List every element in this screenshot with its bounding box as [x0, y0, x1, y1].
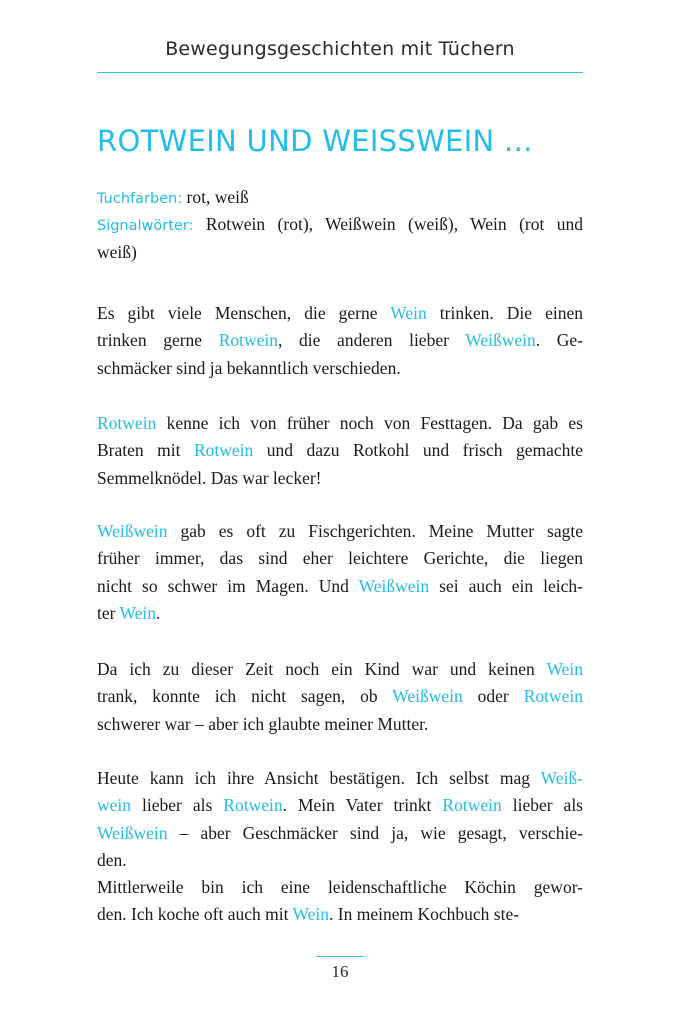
chapter-title: ROTWEIN UND WEISSWEIN ...	[97, 124, 533, 158]
meta-signal-line-2	[97, 239, 583, 266]
text-segment: Semmelknödel. Das war lecker!	[97, 467, 322, 488]
text-segment: den.	[97, 849, 127, 870]
text-line	[97, 683, 583, 710]
meta-colors-label: Tuchfarben:	[97, 191, 183, 207]
paragraph-1	[97, 300, 583, 382]
text-segment: . Mein Vater trinkt	[282, 795, 443, 816]
meta-signal-value-2: weiß)	[97, 241, 137, 262]
keyword-highlight: Wein	[546, 659, 583, 679]
text-line	[97, 711, 583, 738]
text-segment: oder	[462, 686, 524, 707]
keyword-highlight: Rotwein	[442, 795, 502, 816]
text-line	[97, 327, 583, 354]
keyword-highlight: Rotwein	[97, 413, 157, 433]
keyword-highlight: Wein	[119, 602, 157, 623]
keyword-highlight: Rotwein	[223, 795, 283, 816]
keyword-highlight: Weißwein	[97, 822, 168, 843]
keyword-highlight: Weißwein	[392, 686, 463, 707]
text-segment: und dazu Rotkohl und frisch gemachte	[253, 440, 583, 461]
text-segment: gab es oft zu Fischgerichten. Meine Mutter sagte	[167, 521, 583, 541]
text-line	[97, 847, 583, 874]
meta-signal-value: Rotwein (rot), Weißwein (weiß), Wein (rot und	[193, 214, 583, 235]
text-segment: früher immer, das sind eher leichtere Gerichte, die liegen	[97, 548, 583, 569]
keyword-highlight: Rotwein	[193, 440, 254, 461]
text-line	[97, 465, 583, 492]
keyword-highlight: Weißwein	[97, 521, 168, 541]
text-line	[97, 656, 583, 683]
text-segment: trinken gerne	[97, 330, 219, 351]
text-segment: trinken. Die einen	[426, 303, 583, 323]
text-segment: Mittlerweile bin ich eine leidenschaftliche Köchin gewor-	[97, 877, 583, 898]
running-head-title: Bewegungsgeschichten mit Tüchern	[165, 38, 515, 60]
text-line	[97, 600, 583, 627]
text-segment: – aber Geschmäcker sind ja, wie gesagt, verschie-	[167, 822, 583, 843]
keyword-highlight: Rotwein	[218, 330, 279, 351]
text-segment: . Ge-	[535, 330, 584, 351]
text-segment: Da ich zu dieser Zeit noch ein Kind war und keinen	[97, 659, 547, 679]
text-segment: lieber als	[131, 795, 224, 816]
text-segment: trank, konnte ich nicht sagen, ob	[97, 686, 393, 707]
keyword-highlight: Rotwein	[523, 686, 583, 707]
keyword-highlight: Wein	[292, 904, 330, 925]
text-segment: .	[156, 602, 161, 623]
text-segment: ter	[97, 602, 120, 623]
paragraph-5	[97, 765, 583, 929]
page-number: 16	[331, 962, 349, 981]
meta-colors-line	[97, 184, 583, 211]
meta-colors-value: rot, weiß	[182, 187, 249, 207]
text-line	[97, 901, 583, 928]
meta-signal-line	[97, 211, 583, 238]
text-segment: schmäcker sind ja bekanntlich verschieden.	[97, 357, 401, 378]
text-line	[97, 437, 583, 464]
paragraph-3	[97, 518, 583, 627]
text-segment: Es gibt viele Menschen, die gerne	[97, 303, 391, 323]
text-line	[97, 792, 583, 819]
text-segment: , die anderen lieber	[278, 330, 466, 351]
text-segment: kenne ich von früher noch von Festtagen. Da gab es	[156, 413, 583, 433]
text-line	[97, 300, 583, 327]
text-line	[97, 820, 583, 847]
paragraph-2	[97, 410, 583, 492]
keyword-highlight: wein	[97, 795, 132, 816]
text-segment: nicht so schwer im Magen. Und	[97, 575, 359, 596]
text-segment: Heute kann ich ihre Ansicht bestätigen. Ich selbst mag	[97, 768, 541, 788]
text-line	[97, 518, 583, 545]
text-line	[97, 765, 583, 792]
text-segment: den. Ich koche oft auch mit	[97, 904, 293, 925]
meta-block	[97, 184, 583, 266]
keyword-highlight: Weißwein	[465, 330, 536, 351]
text-segment: Braten mit	[97, 440, 194, 461]
keyword-highlight: Weißwein	[358, 575, 430, 596]
text-line	[97, 410, 583, 437]
text-line	[97, 355, 583, 382]
footer-divider	[317, 956, 363, 957]
header-divider	[97, 72, 583, 73]
paragraph-4	[97, 656, 583, 738]
text-segment: . In meinem Kochbuch ste-	[329, 904, 520, 925]
text-line	[97, 545, 583, 572]
keyword-highlight: Wein	[390, 303, 427, 323]
text-line	[97, 874, 583, 901]
text-segment: lieber als	[501, 795, 583, 816]
text-line	[97, 573, 583, 600]
text-segment: schwerer war – aber ich glaubte meiner Mutter.	[97, 713, 429, 734]
meta-signal-label: Signalwörter:	[97, 218, 194, 235]
keyword-highlight: Weiß-	[540, 768, 583, 788]
text-segment: sei auch ein leich-	[429, 575, 583, 596]
